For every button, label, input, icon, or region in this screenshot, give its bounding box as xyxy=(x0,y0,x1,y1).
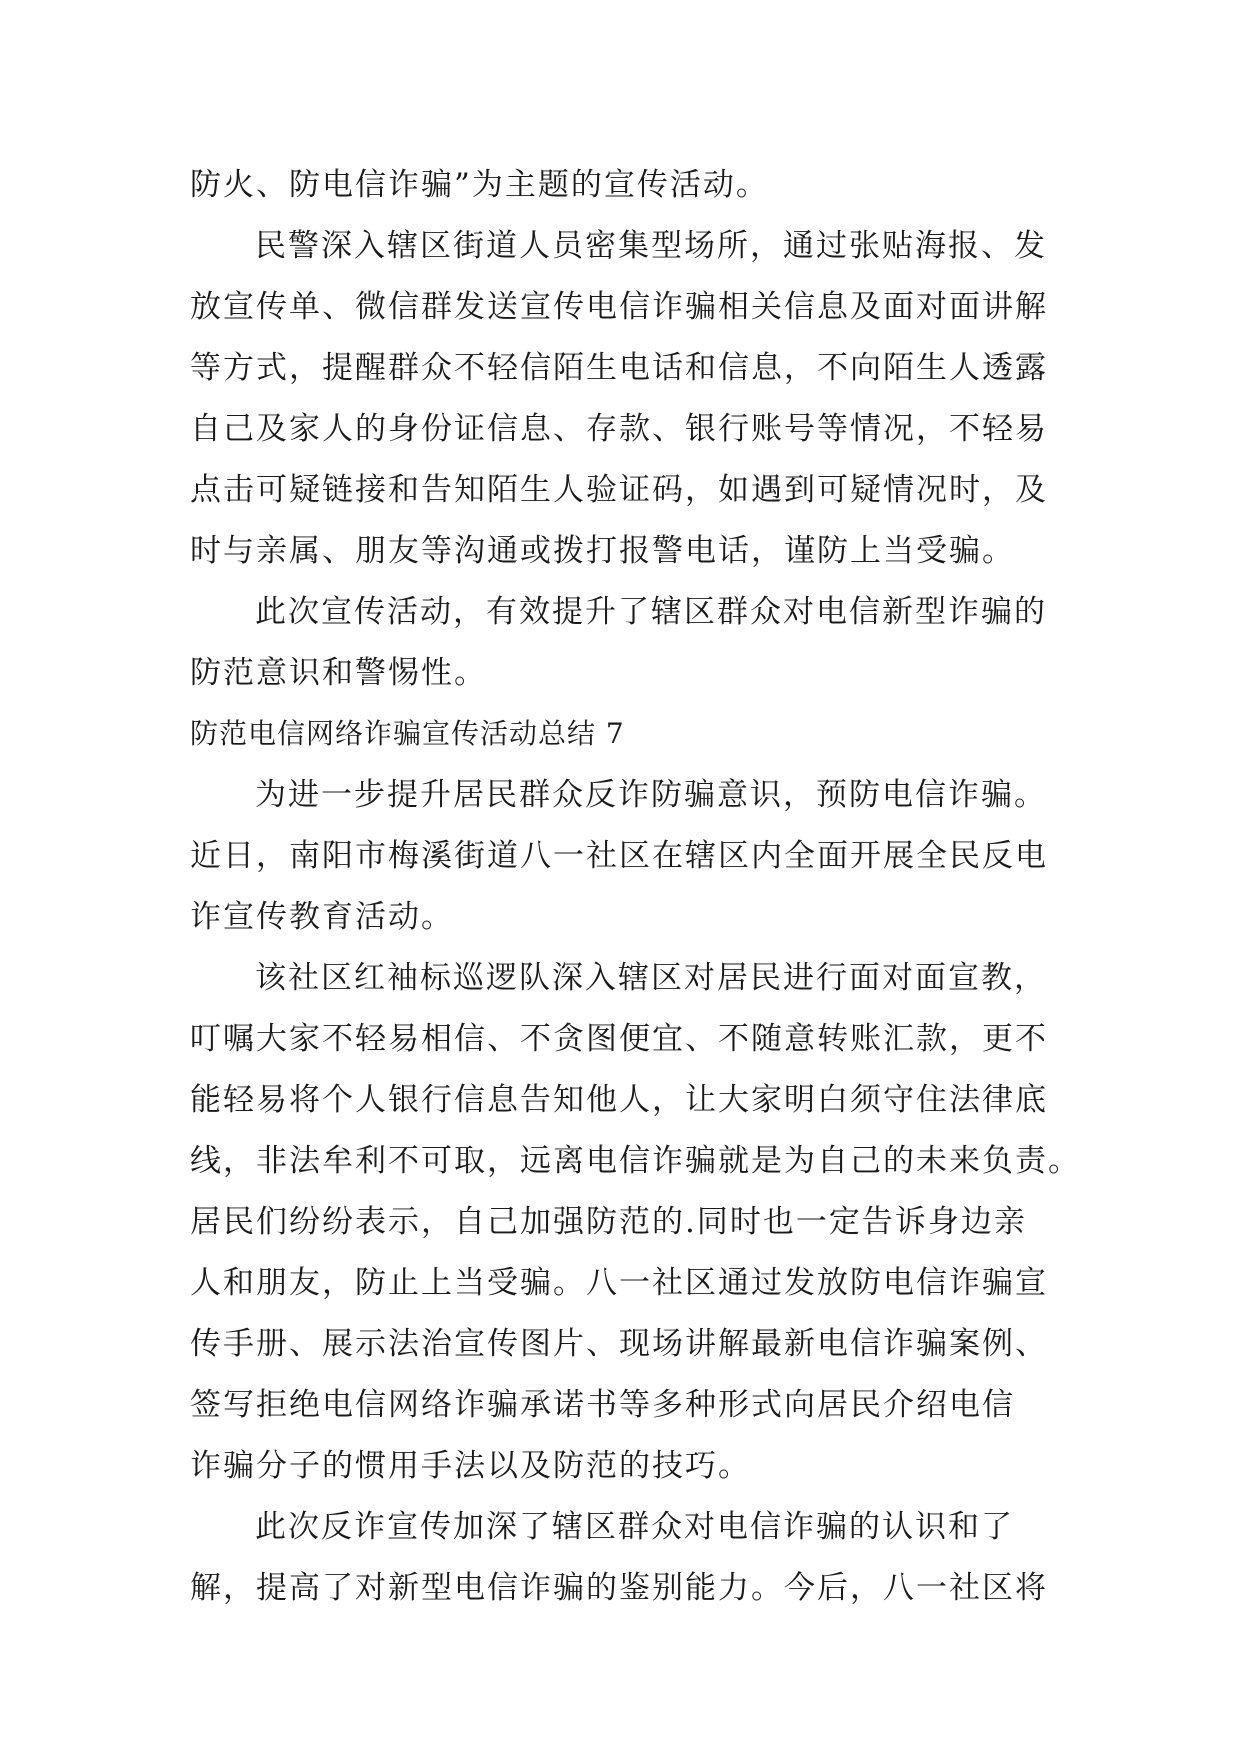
text-line: 诈宣传教育活动。 xyxy=(190,899,454,935)
text-line: 叮嘱大家不轻易相信、不贪图便宜、不随意转账汇款，更不 xyxy=(190,1021,1048,1057)
text-line: 线，非法牟利不可取，远离电信诈骗就是为自己的未来负责。 xyxy=(190,1143,1081,1179)
text-line: 能轻易将个人银行信息告知他人，让大家明白须守住法律底 xyxy=(190,1082,1048,1118)
text-line: 签写拒绝电信网络诈骗承诺书等多种形式向居民介绍电信 xyxy=(190,1387,1015,1423)
text-line: 点击可疑链接和告知陌生人验证码，如遇到可疑情况时，及 xyxy=(190,472,1048,508)
text-line: 解，提高了对新型电信诈骗的鉴别能力。今后，八一社区将 xyxy=(190,1570,1048,1606)
text-line: 防范意识和警惕性。 xyxy=(190,655,487,691)
paragraph-first-line: 为进一步提升居民群众反诈防骗意识，预防电信诈骗。 xyxy=(255,777,1047,813)
text-line: 诈骗分子的惯用手法以及防范的技巧。 xyxy=(190,1448,751,1484)
paragraph-first-line: 该社区红袖标巡逻队深入辖区对居民进行面对面宣教， xyxy=(255,960,1047,996)
text-line: 居民们纷纷表示，自己加强防范的.同时也一定告诉身边亲 xyxy=(190,1204,1027,1240)
text-line: 等方式，提醒群众不轻信陌生电话和信息，不向陌生人透露 xyxy=(190,350,1048,386)
paragraph-first-line: 民警深入辖区街道人员密集型场所，通过张贴海报、发 xyxy=(255,228,1047,264)
text-line: 自己及家人的身份证信息、存款、银行账号等情况，不轻易 xyxy=(190,411,1048,447)
text-line: 时与亲属、朋友等沟通或拨打报警电话，谨防上当受骗。 xyxy=(190,533,1015,569)
text-line: 传手册、展示法治宣传图片、现场讲解最新电信诈骗案例、 xyxy=(190,1326,1048,1362)
text-line: 放宣传单、微信群发送宣传电信诈骗相关信息及面对面讲解 xyxy=(190,289,1048,325)
paragraph-first-line: 此次反诈宣传加深了辖区群众对电信诈骗的认识和了 xyxy=(255,1509,1014,1545)
section-heading: 防范电信网络诈骗宣传活动总结 7 xyxy=(190,717,625,750)
text-line: 防火、防电信诈骗”为主题的宣传活动。 xyxy=(190,167,769,203)
text-line: 人和朋友，防止上当受骗。八一社区通过发放防电信诈骗宣 xyxy=(190,1265,1048,1301)
paragraph-first-line: 此次宣传活动，有效提升了辖区群众对电信新型诈骗的 xyxy=(255,594,1047,630)
text-line: 近日，南阳市梅溪街道八一社区在辖区内全面开展全民反电 xyxy=(190,838,1048,874)
